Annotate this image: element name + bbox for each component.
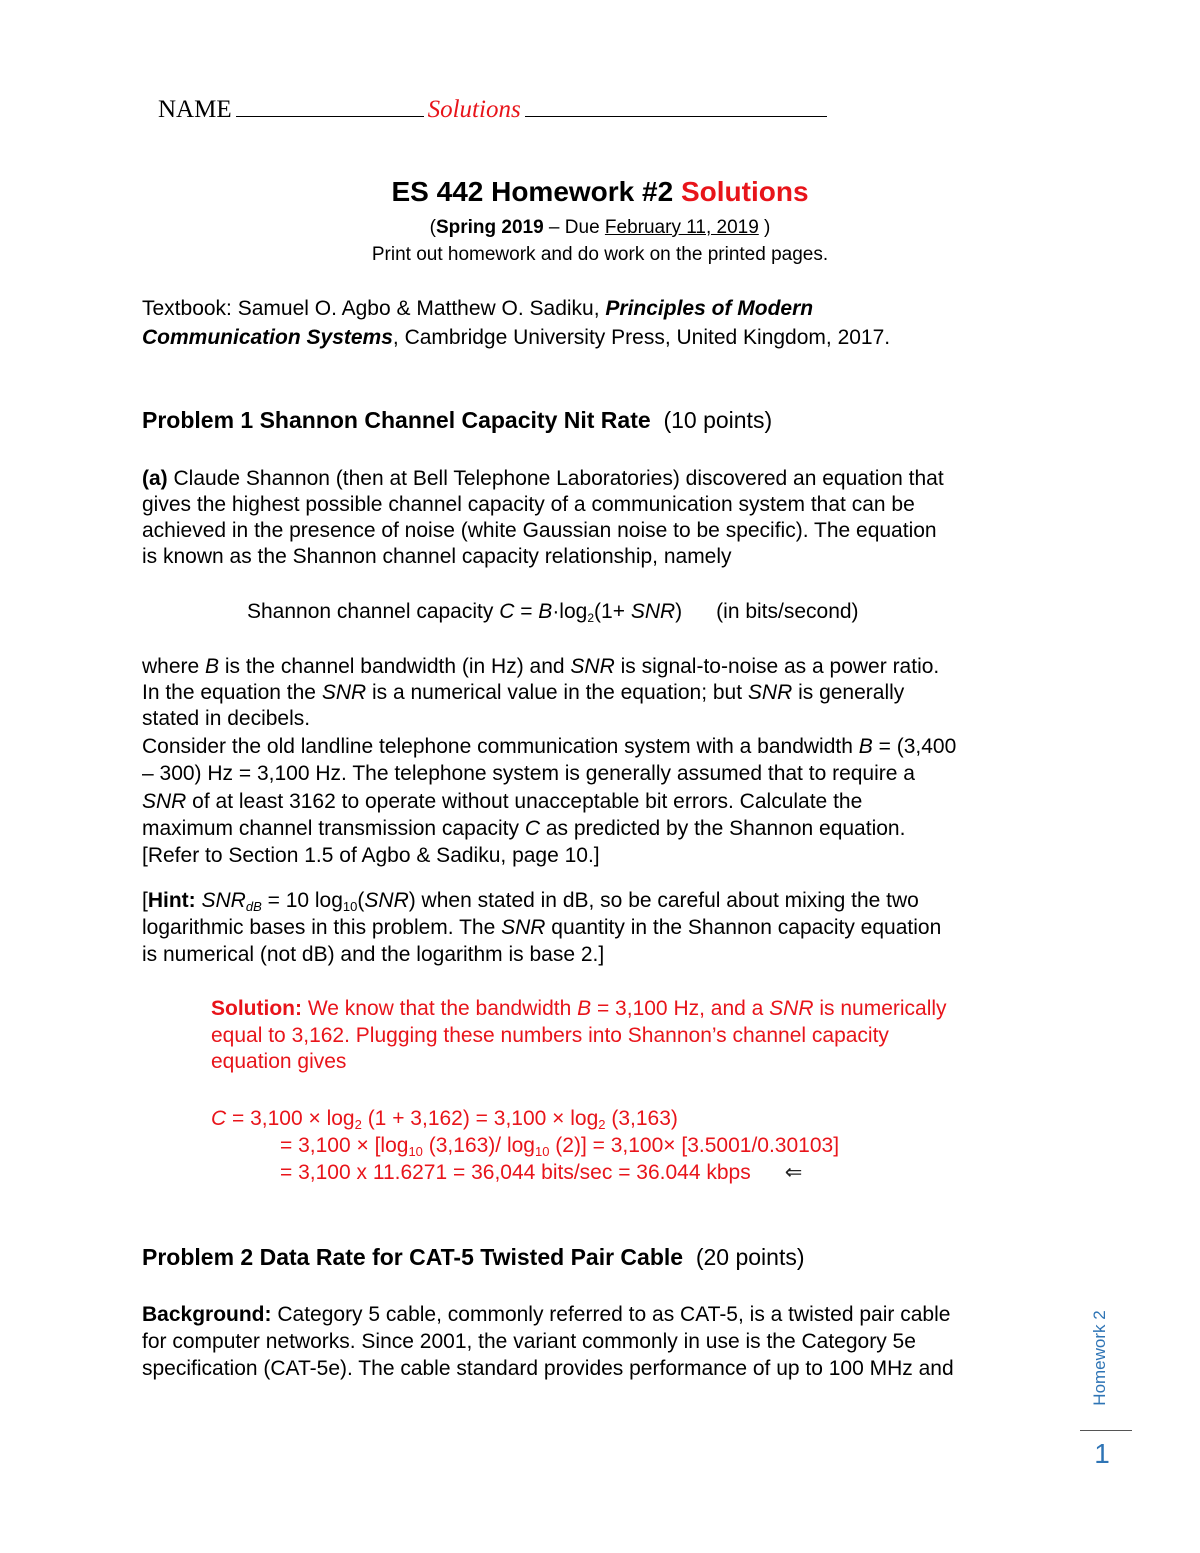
side-label: Homework 2	[1090, 1310, 1109, 1406]
solution-line: equation gives	[211, 1050, 347, 1073]
title-highlight: Solutions	[680, 176, 809, 207]
textbook-line-2: Communication Systems, Cambridge University Press, United Kingdom, 2017.	[142, 326, 891, 349]
textbook-title: Principles of Modern	[605, 297, 814, 320]
solution-equation-1: $C = 3,100 \times \log_2 (1 + 3,162) = 3,100 \times \log_2 (3,163)$	[211, 1107, 678, 1132]
problem1-body-line: – 300) Hz = 3,100 Hz. The telephone system is generally assumed that to require a	[142, 762, 915, 785]
hint-label: Hint:	[147, 889, 196, 912]
problem1-heading: Problem 1 Shannon Channel Capacity Nit Rate (10 points)	[142, 407, 773, 433]
part-a-label: (a)	[142, 467, 168, 490]
problem2-points: (20 points)	[695, 1244, 805, 1270]
problem2-heading: Problem 2 Data Rate for CAT-5 Twisted Pair Cable (20 points)	[142, 1244, 805, 1270]
problem1-body-line: where B is the channel bandwidth (in Hz) and SNR is signal-to-noise as a power ratio.	[142, 655, 940, 678]
problem1-body-line: Consider the old landline telephone communication system with a bandwidth B = (3,400	[142, 735, 957, 758]
hint-line: is numerical (not dB) and the logarithm is base 2.]	[142, 943, 605, 966]
problem1-body-line: [Refer to Section 1.5 of Agbo & Sadiku, page 10.]	[142, 844, 600, 867]
page-title	[0, 176, 1200, 208]
solution-line: Solution: We know that the bandwidth B = 3,100 Hz, and a SNR is numerically	[211, 997, 947, 1020]
hint-line: logarithmic bases in this problem. The SNR quantity in the Shannon capacity equation	[142, 916, 942, 939]
background-label: Background:	[142, 1303, 272, 1326]
solution-equation-3: = 3,100 x 11.6271 = 36,044 bits/sec = 36.044 kbps ⇐	[280, 1161, 803, 1184]
problem1-intro-line: is known as the Shannon channel capacity relationship, namely	[142, 545, 732, 568]
term: Spring 2019	[435, 217, 544, 238]
problem1-intro-line: (a) Claude Shannon (then at Bell Telephone Laboratories) discovered an equation that	[142, 467, 944, 490]
footer-divider	[1080, 1430, 1132, 1431]
problem2-line: for computer networks. Since 2001, the variant commonly in use is the Category 5e	[142, 1330, 916, 1353]
subtitle-due: (Spring 2019 – Due February 11, 2019 )	[429, 217, 771, 238]
hint-line: [Hint: $SNR_{dB} = 10$ $\log_{10}(SNR)$ when stated in dB, so be careful about mixing the two	[142, 889, 919, 914]
equation-units: (in bits/second)	[716, 600, 859, 623]
problem2-line: specification (CAT-5e). The cable standard provides performance of up to 100 MHz and	[142, 1357, 954, 1380]
due-date: February 11, 2019	[604, 217, 759, 238]
problem1-body-line: In the equation the SNR is a numerical value in the equation; but SNR is generally	[142, 681, 905, 704]
title-main: ES 442 Homework #2	[391, 176, 674, 207]
textbook-title-cont: Communication Systems	[142, 326, 393, 349]
answer-arrow-icon: ⇐	[784, 1161, 803, 1184]
problem1-intro-line: gives the highest possible channel capacity of a communication system that can be	[142, 493, 915, 516]
problem1-points: (10 points)	[663, 407, 773, 433]
solution-line: equal to 3,162. Plugging these numbers into Shannon’s channel capacity	[211, 1024, 889, 1047]
name-value: Solutions	[427, 96, 521, 123]
solution-label: Solution:	[211, 997, 302, 1020]
page-number: 1	[1094, 1438, 1110, 1469]
shannon-equation: Shannon channel capacity $C = B\cdot\log_2(1+ SNR)$ (in bits/second)	[247, 600, 859, 625]
problem1-intro-line: achieved in the presence of noise (white Gaussian noise to be specific). The equation	[142, 519, 937, 542]
name-label: NAME	[158, 96, 232, 123]
subtitle-instruction: Print out homework and do work on the printed pages.	[371, 244, 829, 265]
textbook-line-1: Textbook: Samuel O. Agbo & Matthew O. Sadiku, Principles of Modern	[142, 297, 814, 320]
problem1-body-line: stated in decibels.	[142, 707, 311, 730]
name-line	[158, 94, 827, 124]
problem1-body-line: maximum channel transmission capacity C as predicted by the Shannon equation.	[142, 817, 906, 840]
problem2-line: Background: Category 5 cable, commonly referred to as CAT-5, is a twisted pair cable	[142, 1303, 951, 1326]
solution-equation-2: = $3,100 \times [\log_{10}$ (3,163)/ $\log_{10} (2)] = 3,100\times [3.5001/0.30103]$	[280, 1134, 840, 1159]
problem1-body-line: SNR of at least 3162 to operate without unacceptable bit errors. Calculate the	[142, 790, 863, 813]
